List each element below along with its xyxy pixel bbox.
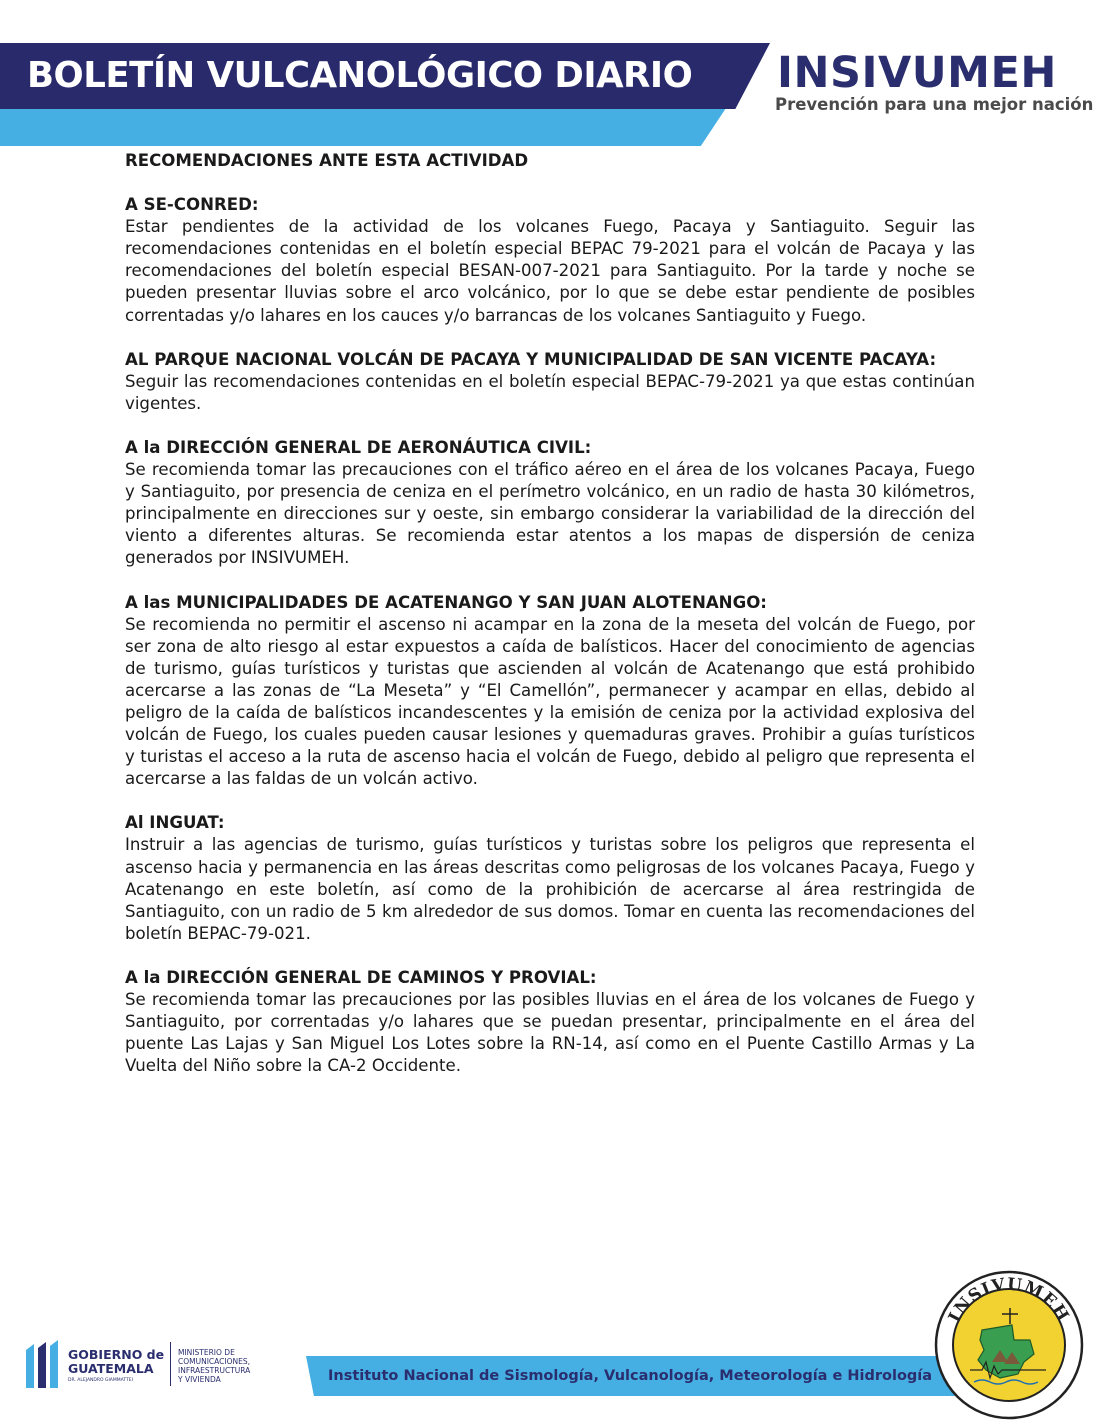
section-heading: AL PARQUE NACIONAL VOLCÁN DE PACAYA Y MUNICIPALIDAD DE SAN VICENTE PACAYA: — [125, 349, 937, 369]
document-body — [125, 150, 975, 1099]
gov-name — [68, 1348, 164, 1376]
section-body: Se recomienda tomar las precauciones por las posibles lluvias en el área de los volcanes de Fuego y Santiaguito, por correntadas y/o lahares que se puedan presentar, principalmente en el área del puente Las Lajas y San Miguel Los Lotes sobre la RN-14, así como en el Puente Castillo Armas y La Vuelta del Niño sobre la CA-2 Occidente. — [125, 990, 975, 1076]
section-body: Seguir las recomendaciones contenidas en el boletín especial BEPAC-79-2021 ya que estas continúan vigentes. — [125, 371, 975, 413]
section-aeronautica-civil — [125, 437, 975, 570]
section-inguat — [125, 812, 975, 945]
guatemala-flag-bars-icon — [24, 1340, 60, 1390]
section-body: Estar pendientes de la actividad de los volcanes Fuego, Pacaya y Santiaguito. Seguir las recomendaciones contenidas en el boletín especial BEPAC 79-2021 para el volcán de Pacaya y las recomendaciones del boletín especial BESAN-007-2021 para Santiaguito. Por la tarde y noche se pueden presentar lluvias sobre el arco volcánico, por lo que se debe estar pendiente de posibles correntadas y/o lahares en los cauces y/o barrancas de los volcanes Santiaguito y Fuego. — [125, 217, 975, 325]
gobierno-guatemala-logo — [24, 1336, 274, 1394]
insivumeh-logo-text: INSIVUMEH — [777, 48, 1057, 98]
gov-name-sub: DR. ALEJANDRO GIAMMATTEI — [68, 1378, 133, 1383]
ministry-name: MINISTERIO DE COMUNICACIONES, INFRAESTRUCTURA Y VIVIENDA — [178, 1348, 251, 1384]
section-heading: A las MUNICIPALIDADES DE ACATENANGO Y SAN JUAN ALOTENANGO: — [125, 592, 767, 612]
seal-text: INSIVUMEH — [944, 1274, 1074, 1326]
section-parque-pacaya — [125, 349, 975, 415]
section-heading: A SE-CONRED: — [125, 195, 259, 215]
section-se-conred — [125, 194, 975, 327]
gov-name-line2: GUATEMALA — [68, 1361, 154, 1376]
section-body: Se recomienda tomar las precauciones con el tráfico aéreo en el área de los volcanes Pacaya, Fuego y Santiaguito, por presencia de ceniza en el perímetro volcánico, en un radio de hasta 30 kilómetros, principalmente en direcciones sur y oeste, sin embargo considerar la variabilidad de la dirección del viento a diferentes alturas. Se recomienda estar atentos a los mapas de dispersión de ceniza generados por INSIVUMEH. — [125, 460, 975, 568]
section-heading: A la DIRECCIÓN GENERAL DE AERONÁUTICA CIVIL: — [125, 437, 592, 457]
section-caminos-provial — [125, 967, 975, 1077]
insivumeh-tagline: Prevención para una mejor nación — [775, 95, 1094, 114]
section-body: Se recomienda no permitir el ascenso ni acampar en la zona de la meseta del volcán de Fuego, por ser zona de alto riesgo al estar expuestos a caída de balísticos. Hacer del conocimiento de agencias de turismo, guías turísticos y turistas que ascienden al volcán de Acatenango que está prohibido acercarse a las zonas de “La Meseta” y “El Camellón”, permanecer y acampar en ellas, debido al peligro de la caída de balísticos incandescentes y la emisión de ceniza por la actividad explosiva del volcán de Fuego, los cuales pueden causar lesiones y quemaduras graves. Prohibir a guías turísticos y turistas el acceso a la ruta de ascenso hacia el volcán de Fuego, debido al peligro que representa el acercarse a las faldas de un volcán activo. — [125, 614, 975, 789]
recommendations-title: RECOMENDACIONES ANTE ESTA ACTIVIDAD — [125, 151, 529, 170]
gov-divider — [170, 1342, 171, 1386]
gov-name-line1: GOBIERNO de — [68, 1347, 165, 1362]
section-heading: Al INGUAT: — [125, 813, 225, 833]
section-municipalidades — [125, 592, 975, 791]
bulletin-title: BOLETÍN VULCANOLÓGICO DIARIO — [27, 55, 693, 96]
insivumeh-seal-icon — [934, 1270, 1084, 1420]
section-body: Instruir a las agencias de turismo, guías turísticos y turistas sobre los peligros que representa el ascenso hacia y permanencia en las áreas descritas como peligrosas de los volcanes Pacaya, Fuego y Acatenango en este boletín, así como de la prohibición de acercarse al área restringida de Santiaguito, con un radio de 5 km alrededor de sus domos. Tomar en cuenta las recomendaciones del boletín BEPAC-79-021. — [125, 835, 975, 943]
section-heading: A la DIRECCIÓN GENERAL DE CAMINOS Y PROVIAL: — [125, 967, 597, 987]
institute-name: Instituto Nacional de Sismología, Vulcanología, Meteorología e Hidrología — [328, 1368, 933, 1384]
